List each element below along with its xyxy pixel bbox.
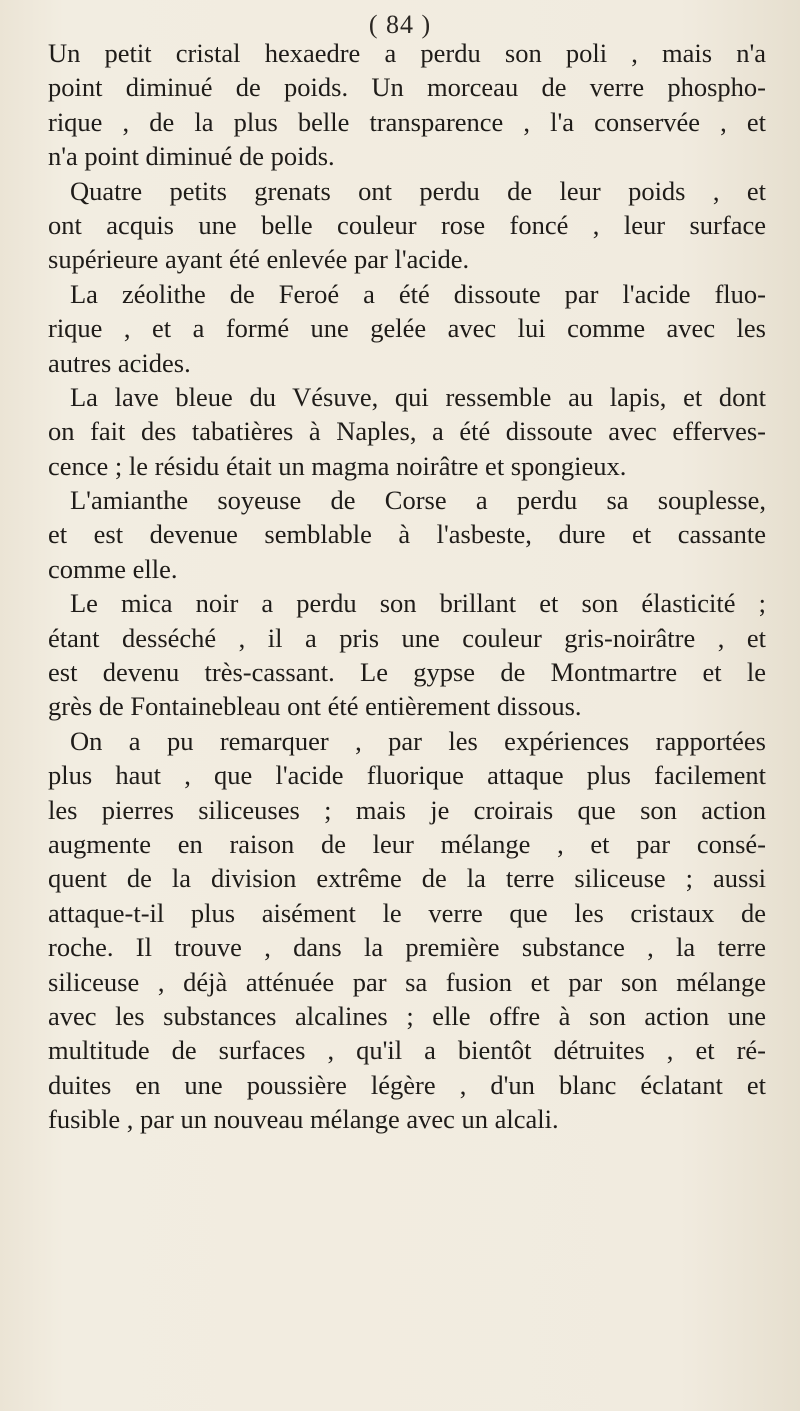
text-line: ont acquis une belle couleur rose foncé , leur surface	[48, 209, 766, 240]
text-line: augmente en raison de leur mélange , et par consé-	[48, 828, 766, 859]
paragraph	[48, 586, 766, 724]
text-line: autres acides.	[48, 347, 191, 378]
paragraph	[48, 380, 766, 483]
text-line: Quatre petits grenats ont perdu de leur poids , et	[70, 175, 766, 206]
text-line: duites en une poussière légère , d'un blanc éclatant et	[48, 1069, 766, 1100]
text-line: et est devenue semblable à l'asbeste, dure et cassante	[48, 519, 766, 550]
text-line: multitude de surfaces , qu'il a bientôt détruites , et ré-	[48, 1035, 766, 1066]
text-line: On a pu remarquer , par les expériences rapportées	[70, 725, 766, 756]
text-line: attaque-t-il plus aisément le verre que les cristaux de	[48, 897, 766, 928]
text-line: siliceuse , déjà atténuée par sa fusion et par son mélange	[48, 966, 766, 997]
page-body	[48, 36, 766, 1137]
text-line: étant desséché , il a pris une couleur gris-noirâtre , et	[48, 622, 766, 653]
text-line: on fait des tabatières à Naples, a été dissoute avec efferves-	[48, 416, 766, 447]
text-line: La lave bleue du Vésuve, qui ressemble au lapis, et dont	[70, 381, 766, 412]
text-line: rique , et a formé une gelée avec lui comme avec les	[48, 313, 766, 344]
text-line: La zéolithe de Feroé a été dissoute par l'acide fluo-	[70, 278, 766, 309]
text-line: n'a point diminué de poids.	[48, 141, 335, 172]
text-line: quent de la division extrême de la terre siliceuse ; aussi	[48, 863, 766, 894]
text-line: L'amianthe soyeuse de Corse a perdu sa souplesse,	[70, 485, 766, 516]
paragraph	[48, 174, 766, 277]
text-line: roche. Il trouve , dans la première substance , la terre	[48, 932, 766, 963]
page-number: ( 84 )	[368, 10, 432, 39]
text-line: comme elle.	[48, 553, 178, 584]
text-line: fusible , par un nouveau mélange avec un alcali.	[48, 1104, 559, 1135]
paragraph	[48, 483, 766, 586]
paragraph	[48, 277, 766, 380]
text-line: les pierres siliceuses ; mais je croirais que son action	[48, 794, 766, 825]
paragraph	[48, 724, 766, 1137]
text-line: Le mica noir a perdu son brillant et son élasticité ;	[70, 588, 766, 619]
text-line: point diminué de poids. Un morceau de verre phospho-	[48, 72, 766, 103]
text-line: rique , de la plus belle transparence , l'a conservée , et	[48, 106, 766, 137]
text-line: est devenu très-cassant. Le gypse de Montmartre et le	[48, 657, 766, 688]
text-line: avec les substances alcalines ; elle offre à son action une	[48, 1000, 766, 1031]
paragraph	[48, 36, 766, 174]
text-line: grès de Fontainebleau ont été entièrement dissous.	[48, 691, 582, 722]
text-line: Un petit cristal hexaedre a perdu son poli , mais n'a	[48, 38, 766, 68]
text-line: supérieure ayant été enlevée par l'acide.	[48, 244, 470, 275]
text-line: plus haut , que l'acide fluorique attaque plus facilement	[48, 760, 766, 791]
text-line: cence ; le résidu était un magma noirâtre et spongieux.	[48, 450, 627, 481]
